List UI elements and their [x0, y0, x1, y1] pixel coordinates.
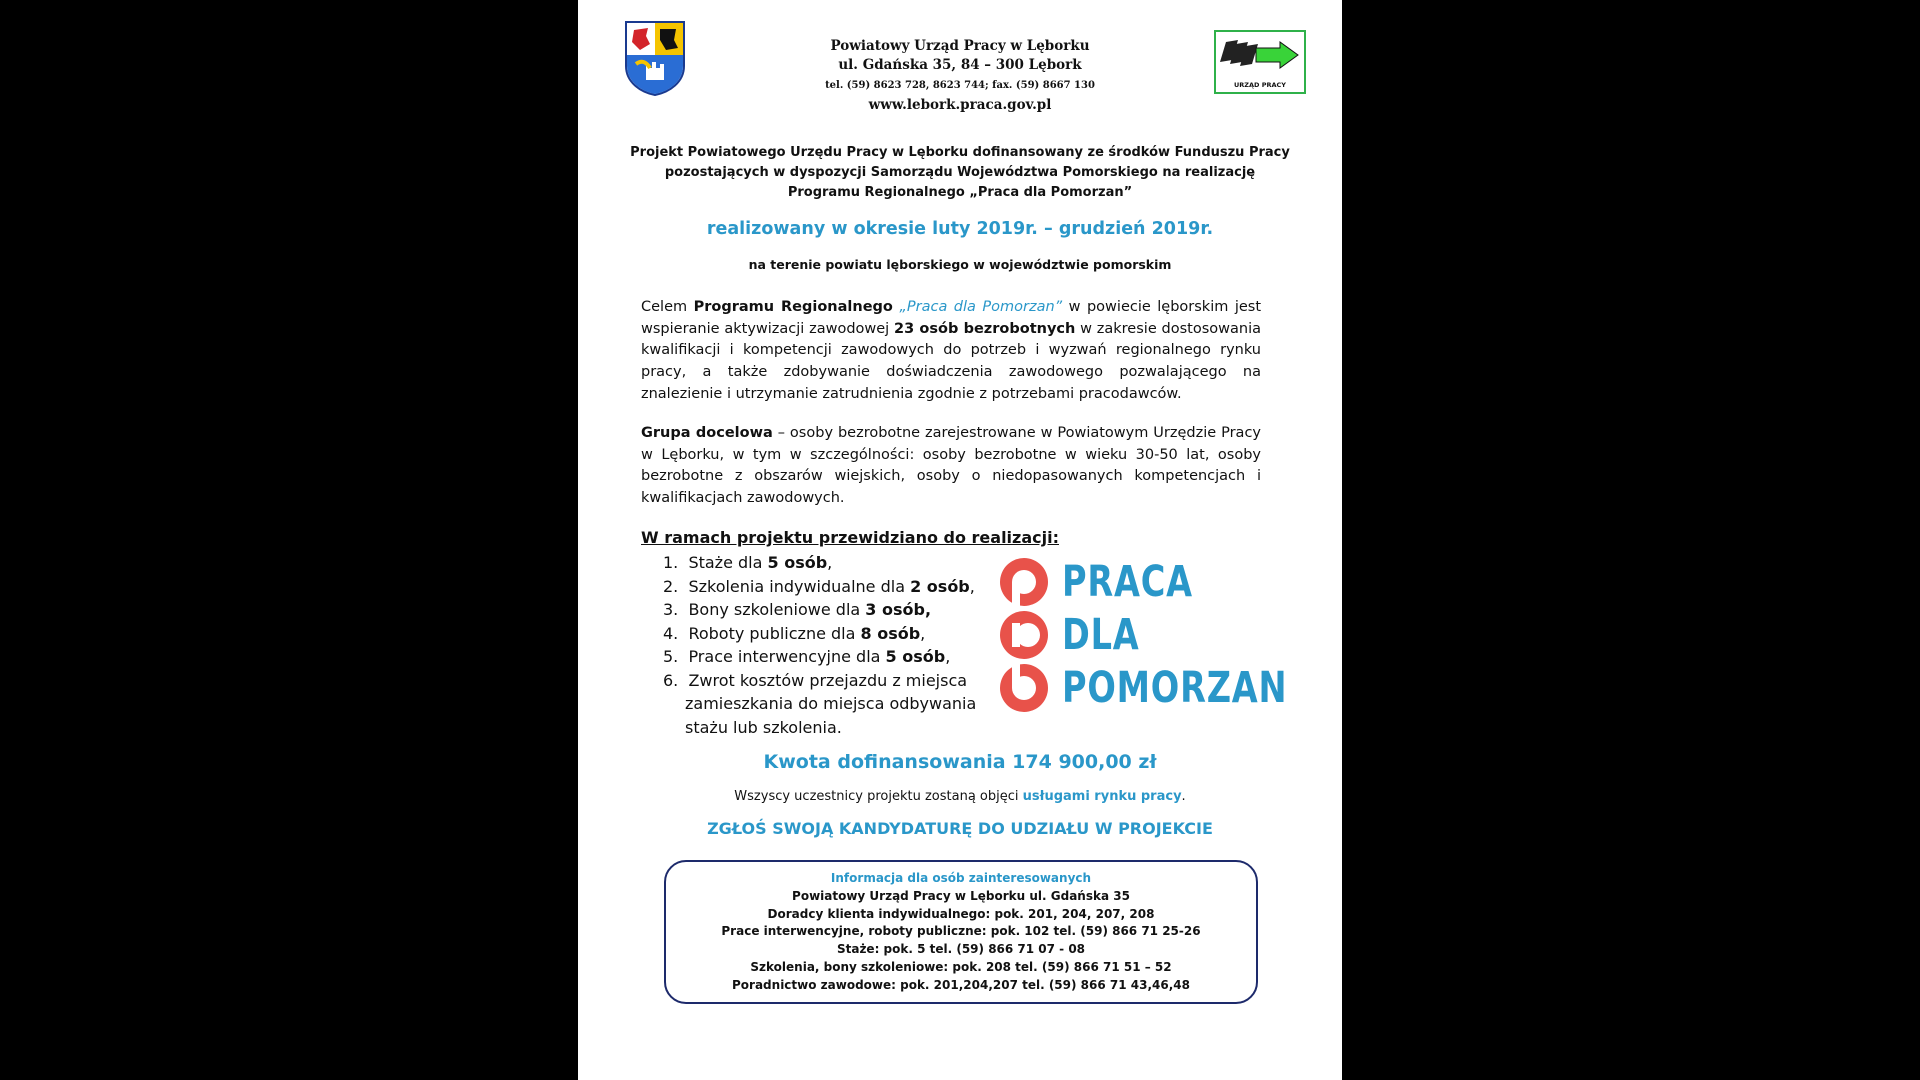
list-item: 1. Staże dla 5 osób,: [663, 553, 833, 572]
praca-dla-pomorzan-logo: [1000, 555, 1300, 715]
services-note: Wszyscy uczestnicy projektu zostaną objęci usługami rynku pracy.: [734, 789, 1186, 804]
target-group-paragraph: Grupa docelowa – osoby bezrobotne zarejestrowane w Powiatowym Urzędzie Pracy w Lęborku, w tym w szczególności: osoby bezrobotne w wieku 30-50 lat, osoby bezrobotne z obszarów wiejskich, osoby o niedopasowanych kompetencjach i kwalifikacjach zawodowych.: [641, 425, 1261, 507]
list-item: 4. Roboty publiczne dla 8 osób,: [663, 623, 926, 643]
org-website[interactable]: www.lebork.praca.gov.pl: [868, 97, 1052, 113]
info-title: Informacja dla osób zainteresowanych: [830, 871, 1092, 885]
urzad-pracy-badge: [1214, 30, 1306, 94]
project-line-1: Projekt Powiatowego Urzędu Pracy w Lęborku dofinansowany ze środków Funduszu Pracy: [630, 145, 1290, 160]
funding-amount: Kwota dofinansowania 174 900,00 zł: [763, 751, 1157, 773]
org-phones: tel. (59) 8623 728, 8623 744; fax. (59) 8667 130: [825, 80, 1095, 91]
list-item: 3. Bony szkoleniowe dla 3 osób,: [663, 600, 932, 619]
org-name: Powiatowy Urząd Pracy w Lęborku: [830, 38, 1090, 54]
cta-text: ZGŁOŚ SWOJĄ KANDYDATURĘ DO UDZIAŁU W PROJEKCIE: [707, 819, 1213, 838]
logo-line-2: DLA: [1062, 610, 1140, 660]
tasks-list: [663, 551, 976, 739]
info-line: Powiatowy Urząd Pracy w Lęborku ul. Gdańska 35: [792, 888, 1130, 903]
list-item: 2. Szkolenia indywidualne dla 2 osób,: [663, 576, 975, 596]
goal-paragraph: Celem Programu Regionalnego „Praca dla Pomorzan” w powiecie lęborskim jest wspieranie aktywizacji zawodowej 23 osób bezrobotnych w zakresie dostosowania kwalifikacji i kompetencji zawodowych do potrzeb i wyzwań regionalnego rynku pracy, a także zdobywanie doświadczenia zawodowego pozwalającego na znalezienie i utrzymanie zatrudnienia zgodnie z potrzebami pracodawców.: [641, 299, 1262, 402]
list-item: 6. Zwrot kosztów przejazdu z miejsca: [663, 670, 968, 690]
info-line: Prace interwencyjne, roboty publiczne: pok. 102 tel. (59) 866 71 25-26: [721, 924, 1201, 939]
document-page: [578, 0, 1342, 1080]
info-line: Poradnictwo zawodowe: pok. 201,204,207 tel. (59) 866 71 43,46,48: [732, 977, 1190, 992]
logo-line-3: POMORZAN: [1062, 663, 1288, 713]
info-line: Doradcy klienta indywidualnego: pok. 201, 204, 207, 208: [767, 906, 1155, 921]
list-item-continuation: stażu lub szkolenia.: [685, 717, 842, 737]
project-line-2: pozostających w dyspozycji Samorządu Województwa Pomorskiego na realizację: [664, 165, 1256, 180]
arrow-icon: [1216, 36, 1304, 78]
project-area: na terenie powiatu lęborskiego w województwie pomorskim: [748, 257, 1172, 272]
project-period: realizowany w okresie luty 2019r. – grudzień 2019r.: [706, 219, 1214, 239]
info-line: Staże: pok. 5 tel. (59) 866 71 07 - 08: [836, 942, 1086, 957]
logo-line-1: PRACA: [1062, 557, 1193, 607]
list-item-continuation: zamieszkania do miejsca odbywania: [685, 694, 977, 713]
org-address: ul. Gdańska 35, 84 – 300 Lębork: [838, 57, 1082, 73]
tasks-title: W ramach projektu przewidziano do realizacji:: [641, 528, 1059, 547]
project-line-3: Programu Regionalnego „Praca dla Pomorzan”: [787, 185, 1133, 200]
badge-label: URZĄD PRACY: [1234, 81, 1286, 89]
info-box: [664, 860, 1258, 1004]
list-item: 5. Prace interwencyjne dla 5 osób,: [663, 647, 951, 666]
logo-circles-icon: [1000, 555, 1056, 715]
info-line: Szkolenia, bony szkoleniowe: pok. 208 tel. (59) 866 71 51 – 52: [750, 959, 1172, 974]
